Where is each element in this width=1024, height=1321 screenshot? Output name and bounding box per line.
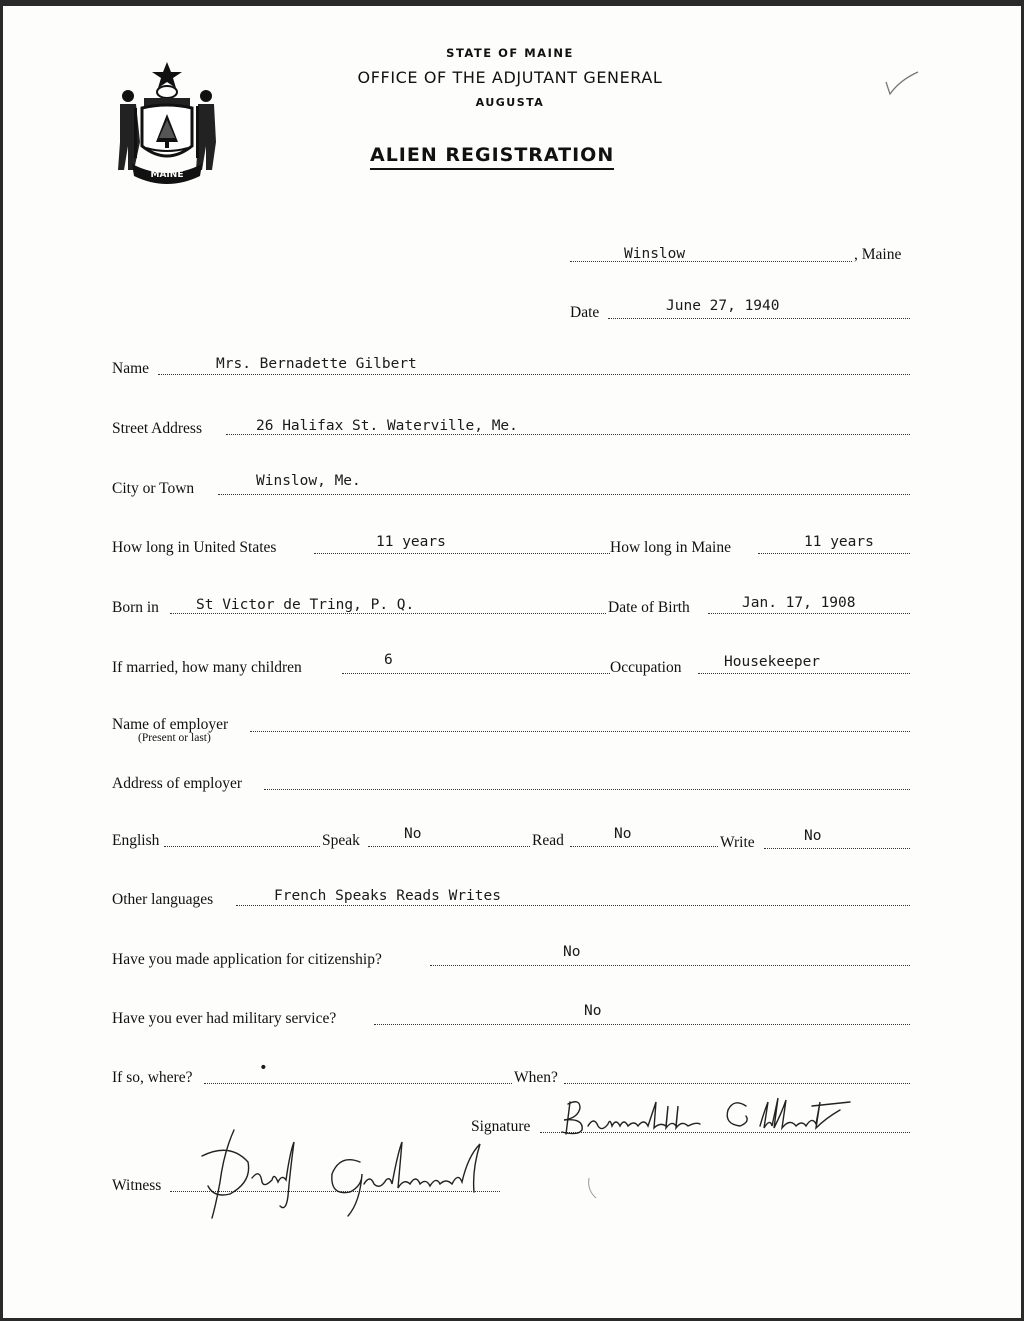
us-duration-label: How long in United States	[112, 539, 277, 556]
maine-seal-icon	[112, 58, 222, 186]
employer-line	[250, 731, 910, 732]
date-line	[608, 318, 910, 319]
read-label: Read	[532, 832, 564, 849]
occupation-label: Occupation	[610, 659, 682, 676]
military-label: Have you ever had military service?	[112, 1010, 337, 1027]
speak-line	[368, 846, 530, 847]
write-label: Write	[720, 834, 755, 851]
other-languages-value: French Speaks Reads Writes	[274, 888, 501, 904]
name-label: Name	[112, 360, 150, 377]
dob-value: Jan. 17, 1908	[742, 595, 856, 611]
place-suffix: , Maine	[854, 246, 902, 263]
employer-address-line	[264, 789, 910, 790]
employer-label: Name of employer	[112, 716, 229, 733]
us-duration-value: 11 years	[376, 534, 446, 550]
dob-label: Date of Birth	[608, 599, 690, 616]
city-label: City or Town	[112, 480, 195, 497]
write-value: No	[804, 828, 822, 844]
children-label: If married, how many children	[112, 659, 302, 676]
children-value: 6	[384, 652, 393, 668]
maine-duration-label: How long in Maine	[610, 539, 731, 556]
maine-duration-line	[758, 553, 910, 554]
read-value: No	[614, 826, 632, 842]
other-languages-label: Other languages	[112, 891, 214, 908]
citizenship-value: No	[563, 944, 581, 960]
seal-banner-text: MAINE	[150, 170, 184, 180]
employer-address-label: Address of employer	[112, 775, 242, 792]
name-value: Mrs. Bernadette Gilbert	[216, 356, 417, 372]
where-label: If so, where?	[112, 1069, 193, 1086]
where-mark: •	[259, 1060, 268, 1076]
check-mark-icon	[878, 70, 928, 100]
witness-handwriting	[190, 1122, 510, 1222]
citizenship-line	[430, 965, 910, 966]
children-line	[342, 673, 610, 674]
dob-line	[708, 613, 910, 614]
speak-label: Speak	[322, 832, 360, 849]
where-line	[204, 1083, 512, 1084]
stray-mark	[586, 1176, 600, 1200]
date-label: Date	[570, 304, 600, 321]
city-line	[218, 494, 910, 495]
witness-label: Witness	[112, 1177, 162, 1194]
born-label: Born in	[112, 599, 159, 616]
state-heading: STATE OF MAINE	[446, 46, 574, 60]
street-label: Street Address	[112, 420, 202, 437]
when-line	[564, 1083, 910, 1084]
city-heading: AUGUSTA	[475, 96, 545, 109]
occupation-value: Housekeeper	[724, 654, 821, 670]
other-languages-line	[236, 905, 910, 906]
street-line	[226, 434, 910, 435]
english-label: English	[112, 832, 160, 849]
speak-value: No	[404, 826, 422, 842]
military-line	[374, 1024, 910, 1025]
signature-label: Signature	[471, 1118, 531, 1135]
office-heading: OFFICE OF THE ADJUTANT GENERAL	[357, 68, 663, 87]
form-title: ALIEN REGISTRATION	[370, 144, 614, 170]
born-line	[170, 613, 606, 614]
write-line	[764, 848, 910, 849]
date-value: June 27, 1940	[666, 298, 780, 314]
born-value: St Victor de Tring, P. Q.	[196, 597, 415, 613]
place-line	[570, 261, 852, 262]
occupation-line	[698, 673, 910, 674]
citizenship-label: Have you made application for citizenship?	[112, 951, 382, 968]
when-label: When?	[514, 1069, 558, 1086]
maine-duration-value: 11 years	[804, 534, 874, 550]
place-value: Winslow	[624, 246, 686, 262]
read-line	[570, 846, 718, 847]
name-line	[158, 374, 910, 375]
military-value: No	[584, 1003, 602, 1019]
english-line	[164, 846, 320, 847]
us-duration-line	[314, 553, 610, 554]
signature-handwriting	[550, 1092, 880, 1142]
employer-note: (Present or last)	[138, 732, 211, 744]
street-value: 26 Halifax St. Waterville, Me.	[256, 418, 518, 434]
city-value: Winslow, Me.	[256, 473, 361, 489]
